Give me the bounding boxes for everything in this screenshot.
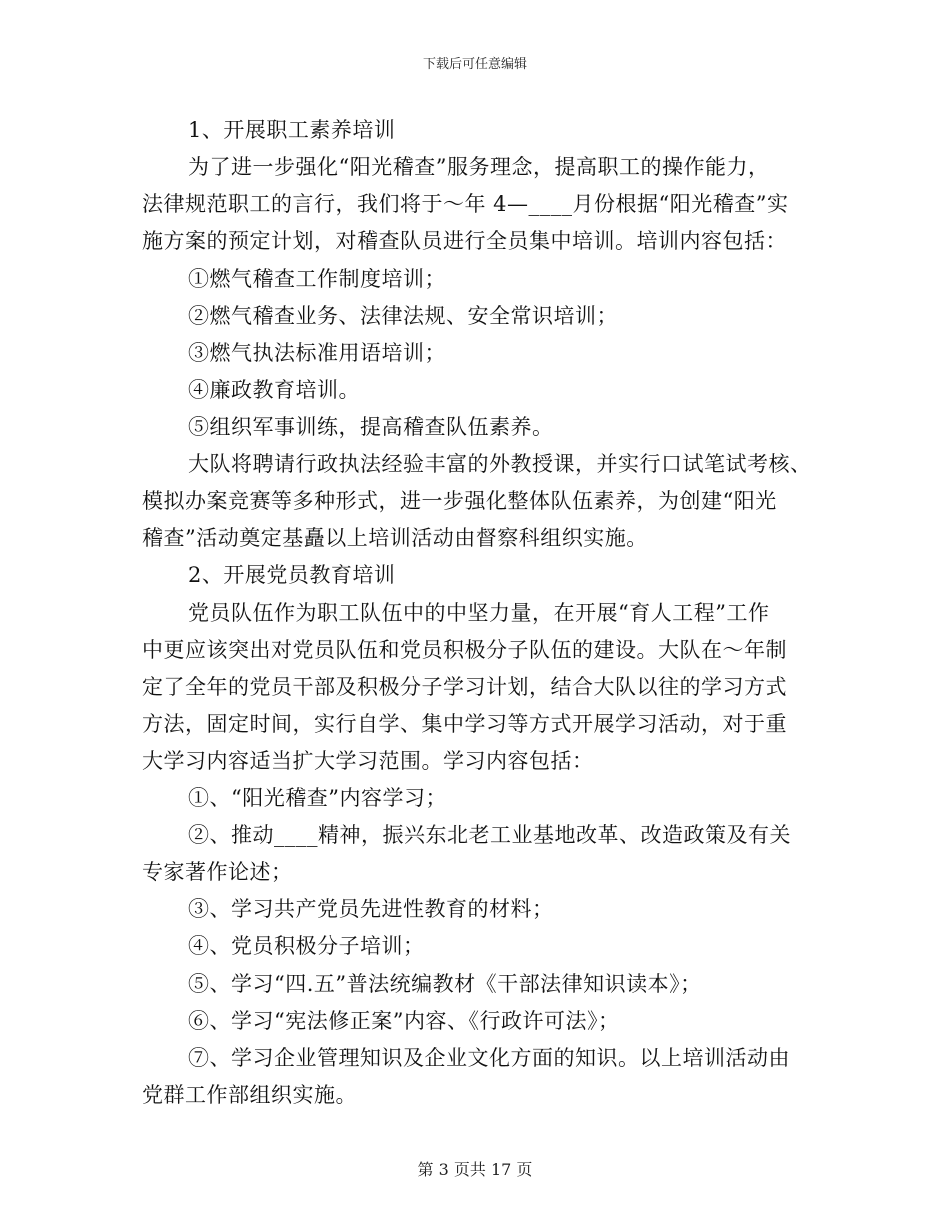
list-item-continuation: 专家著作论述； — [142, 860, 293, 884]
paragraph-line: 稽查”活动奠定基矗以上培训活动由督察科组织实施。 — [142, 526, 648, 550]
list-item: ②、推动____精神，振兴东北老工业基地改革、改造政策及有关 — [188, 823, 791, 847]
list-item: ①、“阳光稽查”内容学习； — [188, 786, 447, 810]
section-heading-1: 1、开展职工素养培训 — [188, 118, 396, 142]
page-footer: 第 3 页共 17 页 — [417, 1160, 533, 1179]
list-item: ⑥、学习“宪法修正案”内容、《行政许可法》； — [188, 1009, 620, 1033]
list-item-continuation: 党群工作部组织实施。 — [142, 1083, 357, 1107]
paragraph-line: 中更应该突出对党员队伍和党员积极分子队伍的建设。大队在～年制 — [142, 638, 787, 662]
list-item: ①燃气稽查工作制度培训； — [188, 267, 446, 291]
paragraph-line: 施方案的预定计划，对稽查队员进行全员集中培训。培训内容包括： — [142, 229, 787, 253]
paragraph-line: 大学习内容适当扩大学习范围。学习内容包括： — [142, 749, 594, 773]
list-item: ⑤、学习“四.五”普法统编教材《干部法律知识读本》； — [188, 972, 702, 996]
list-item: ③燃气执法标准用语培训； — [188, 341, 446, 365]
list-item: ④、党员积极分子培训； — [188, 934, 425, 958]
section-heading-2: 2、开展党员教育培训 — [188, 563, 396, 587]
paragraph-line: 党员队伍作为职工队伍中的中坚力量，在开展“育人工程”工作 — [188, 601, 770, 625]
paragraph-line: 为了进一步强化“阳光稽查”服务理念，提高职工的操作能力， — [188, 155, 770, 179]
list-item: ⑤组织军事训练，提高稽查队伍素养。 — [188, 415, 554, 439]
list-item: ④廉政教育培训。 — [188, 378, 360, 402]
paragraph-line: 方法，固定时间，实行自学、集中学习等方式开展学习活动，对于重 — [142, 712, 787, 736]
list-item: ⑦、学习企业管理知识及企业文化方面的知识。以上培训活动由 — [188, 1046, 790, 1070]
list-item: ③、学习共产党员先进性教育的材料； — [188, 897, 554, 921]
paragraph-line: 模拟办案竞赛等多种形式，进一步强化整体队伍素养，为创建“阳光 — [142, 489, 777, 513]
page-header: 下载后可任意编辑 — [422, 57, 527, 72]
list-item: ②燃气稽查业务、法律法规、安全常识培训； — [188, 304, 618, 328]
paragraph-line: 大队将聘请行政执法经验丰富的外教授课，并实行口试笔试考核、 — [188, 452, 812, 476]
paragraph-line: 法律规范职工的言行，我们将于～年 4—____月份根据“阳光稽查”实 — [142, 192, 789, 216]
paragraph-line: 定了全年的党员干部及积极分子学习计划，结合大队以往的学习方式 — [142, 675, 787, 699]
